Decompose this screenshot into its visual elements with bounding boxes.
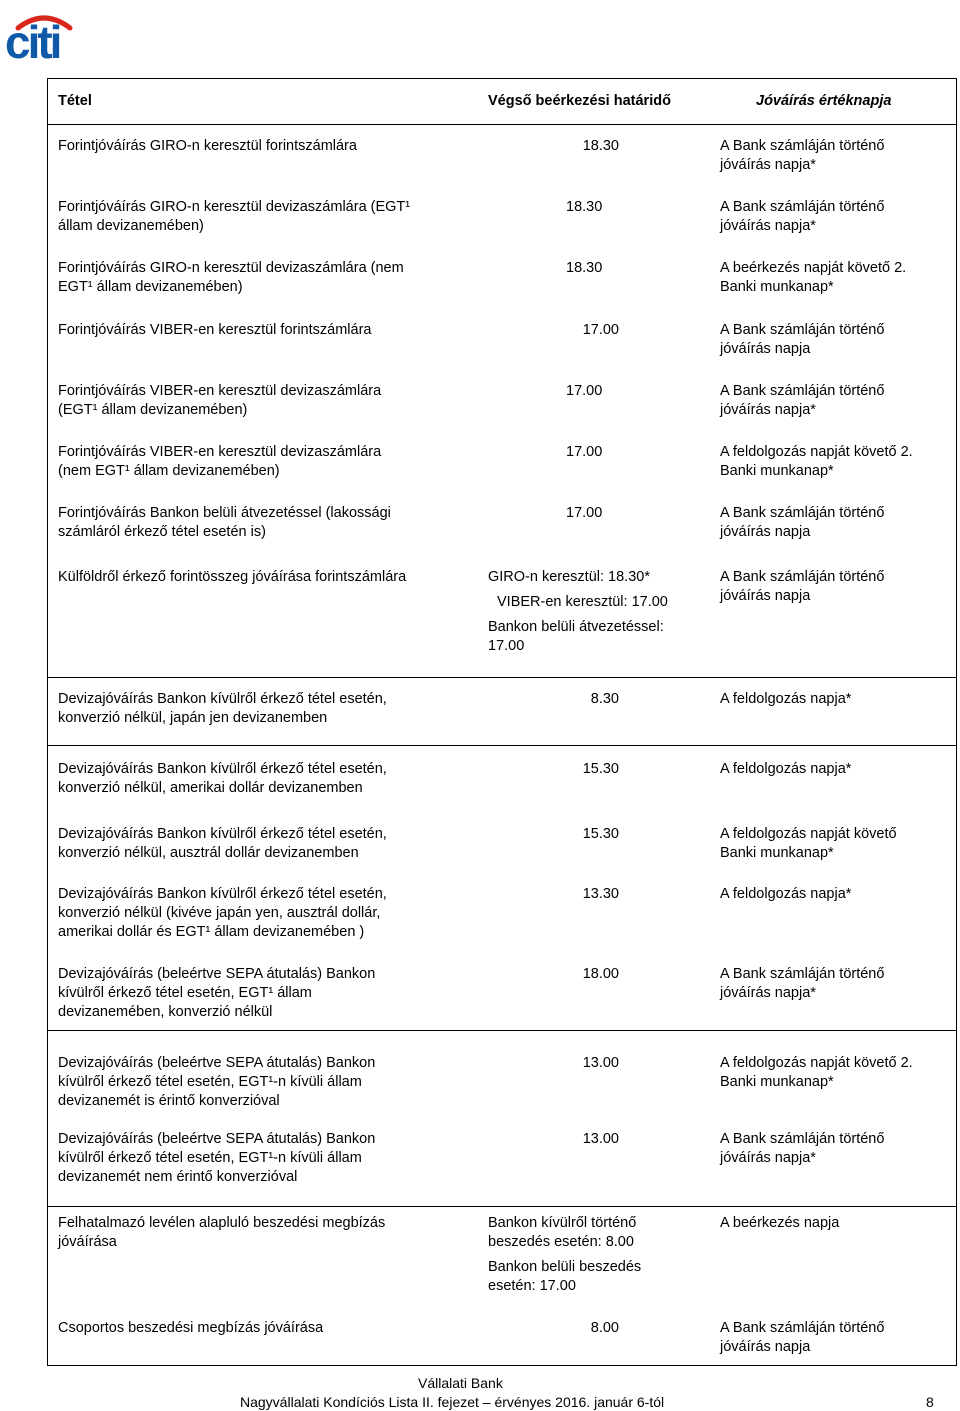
cell-item-line: Forintjóváírás GIRO-n keresztül devizaszámlára (EGT¹: [58, 199, 411, 215]
cell-item: [58, 504, 478, 542]
row-divider: [48, 677, 956, 678]
cell-item: [58, 443, 478, 481]
cell-item: [58, 321, 478, 340]
cell-deadline-line: 17.00: [566, 383, 603, 399]
cell-deadline-line: Bankon kívülről történő: [488, 1215, 637, 1231]
row-divider: [48, 1030, 956, 1031]
footer-document-title: Nagyvállalati Kondíciós Lista II. fejezet – érvényes 2016. január 6-tól: [240, 1394, 665, 1410]
svg-text:citi: citi: [5, 16, 60, 64]
row-divider: [48, 1206, 956, 1207]
cell-item-line: EGT¹ állam devizanemében): [58, 279, 243, 295]
citi-logo: [4, 6, 84, 64]
cell-item-line: Devizajóváírás (beleértve SEPA átutalás) Bankon: [58, 966, 376, 982]
cell-deadline-line: 13.30: [582, 886, 619, 902]
cell-item-line: konverzió nélkül, japán jen devizanemben: [58, 710, 328, 726]
cell-item-line: kívülről érkező tétel esetén, EGT¹-n kívüli állam: [58, 1150, 362, 1166]
cell-value-date-line: A feldolgozás napja*: [720, 691, 852, 707]
cell-deadline-line: 15.30: [582, 826, 619, 842]
cell-deadline-line: 18.30: [582, 138, 619, 154]
header-deadline: Végső beérkezési határidő: [488, 93, 671, 109]
cell-value-date-line: A feldolgozás napját követő: [720, 826, 897, 842]
cell-deadline: [488, 321, 619, 340]
cell-deadline-line: Bankon belüli beszedés: [488, 1259, 642, 1275]
cell-deadline: [488, 965, 619, 984]
cell-deadline: [488, 1130, 619, 1149]
cell-item-line: Devizajóváírás Bankon kívülről érkező tétel esetén,: [58, 886, 387, 902]
cell-item-line: Devizajóváírás Bankon kívülről érkező tétel esetén,: [58, 826, 387, 842]
cell-item-line: Devizajóváírás Bankon kívülről érkező tétel esetén,: [58, 761, 387, 777]
header-value-date: Jóváírás értéknapja: [756, 93, 892, 109]
cell-item: [58, 137, 478, 156]
cell-value-date: [720, 198, 956, 236]
cell-value-date-line: jóváírás napja*: [720, 985, 816, 1001]
cell-item: [58, 965, 478, 1022]
cell-item-line: konverzió nélkül (kivéve japán yen, ausztrál dollár,: [58, 905, 381, 921]
cell-value-date-line: A feldolgozás napját követő 2.: [720, 444, 913, 460]
cell-value-date-line: Banki munkanap*: [720, 463, 834, 479]
cell-value-date-line: A feldolgozás napját követő 2.: [720, 1055, 913, 1071]
cell-value-date: [720, 443, 956, 481]
cell-deadline-line: Bankon belüli átvezetéssel:: [488, 619, 664, 635]
cell-item-line: kívülről érkező tétel esetén, EGT¹-n kívüli állam: [58, 1074, 362, 1090]
cell-item-line: Forintjóváírás VIBER-en keresztül devizaszámlára: [58, 383, 382, 399]
cell-value-date: [720, 965, 956, 1003]
cell-item-line: Devizajóváírás (beleértve SEPA átutalás) Bankon: [58, 1055, 376, 1071]
cell-value-date: [720, 1214, 956, 1233]
cell-deadline-line: 17.00: [488, 638, 525, 654]
cell-item-line: Devizajóváírás (beleértve SEPA átutalás) Bankon: [58, 1131, 376, 1147]
cell-deadline: [488, 1319, 619, 1338]
cell-item-line: devizanemét nem érintő konverzióval: [58, 1169, 298, 1185]
cell-value-date: [720, 825, 956, 863]
cell-deadline: [488, 1054, 619, 1073]
cell-value-date: [720, 382, 956, 420]
cell-deadline-line: 13.00: [582, 1131, 619, 1147]
cell-deadline: [488, 825, 619, 844]
cell-deadline-line: 17.00: [582, 322, 619, 338]
cell-value-date-line: jóváírás napja*: [720, 157, 816, 173]
cell-item-line: állam devizanemében): [58, 218, 204, 234]
cell-item: [58, 760, 478, 798]
cell-value-date-line: A feldolgozás napja*: [720, 886, 852, 902]
cell-deadline: [488, 568, 718, 656]
cell-value-date-line: A Bank számláján történő: [720, 966, 885, 982]
cell-item-line: (nem EGT¹ állam devizanemében): [58, 463, 280, 479]
cell-item: [58, 1054, 478, 1111]
cell-deadline-line: 8.00: [590, 1320, 619, 1336]
cell-item-line: konverzió nélkül, ausztrál dollár devizanemben: [58, 845, 359, 861]
cell-value-date-line: A Bank számláján történő: [720, 383, 885, 399]
cell-value-date-line: A Bank számláján történő: [720, 505, 885, 521]
cell-deadline-line: 18.30: [566, 199, 603, 215]
cell-deadline: [488, 137, 619, 156]
cell-value-date-line: jóváírás napja*: [720, 402, 816, 418]
cell-value-date: [720, 1319, 956, 1357]
cell-deadline-line: beszedés esetén: 8.00: [488, 1234, 634, 1250]
cell-item-line: Forintjóváírás Bankon belüli átvezetéssel (lakossági: [58, 505, 391, 521]
cell-value-date: [720, 504, 956, 542]
cell-deadline-line: 13.00: [582, 1055, 619, 1071]
footer-division: Vállalati Bank: [418, 1375, 503, 1391]
cell-item-line: Felhatalmazó levélen alapluló beszedési megbízás: [58, 1215, 386, 1231]
cell-value-date-line: A Bank számláján történő: [720, 138, 885, 154]
cell-value-date: [720, 568, 956, 606]
cell-deadline-line: esetén: 17.00: [488, 1278, 576, 1294]
cell-item-line: devizanemét is érintő konverzióval: [58, 1093, 280, 1109]
cell-value-date-line: A beérkezés napját követő 2.: [720, 260, 907, 276]
cell-deadline-line: 8.30: [590, 691, 619, 707]
cell-value-date-line: Banki munkanap*: [720, 279, 834, 295]
cell-deadline-line: GIRO-n keresztül: 18.30*: [488, 569, 650, 585]
cell-item: [58, 259, 478, 297]
cell-deadline: [488, 1214, 718, 1296]
cell-value-date: [720, 259, 956, 297]
cell-item: [58, 382, 478, 420]
cell-item-line: (EGT¹ állam devizanemében): [58, 402, 248, 418]
cell-item-line: számláról érkező tétel esetén is): [58, 524, 266, 540]
page-number: 8: [926, 1394, 934, 1410]
cell-deadline-line: 15.30: [582, 761, 619, 777]
cell-value-date: [720, 1130, 956, 1168]
cell-deadline: [488, 690, 619, 709]
cell-value-date-line: A Bank számláján történő: [720, 569, 885, 585]
cell-value-date-line: A Bank számláján történő: [720, 1320, 885, 1336]
cell-item: [58, 568, 478, 587]
cell-value-date: [720, 137, 956, 175]
cell-item: [58, 1214, 478, 1252]
cell-item-line: devizanemében, konverzió nélkül: [58, 1004, 273, 1020]
cell-item: [58, 690, 478, 728]
cell-item: [58, 198, 478, 236]
cell-item-line: Csoportos beszedési megbízás jóváírása: [58, 1320, 324, 1336]
cell-value-date-line: A Bank számláján történő: [720, 1131, 885, 1147]
cell-item-line: konverzió nélkül, amerikai dollár devizanemben: [58, 780, 363, 796]
cell-value-date-line: Banki munkanap*: [720, 1074, 834, 1090]
cell-deadline-line: 17.00: [566, 444, 603, 460]
cell-item-line: Devizajóváírás Bankon kívülről érkező tétel esetén,: [58, 691, 387, 707]
cell-value-date-line: jóváírás napja: [720, 524, 811, 540]
header-item: Tétel: [58, 93, 92, 109]
cell-deadline-line: VIBER-en keresztül: 17.00: [497, 594, 668, 610]
cell-value-date-line: Banki munkanap*: [720, 845, 834, 861]
cell-item-line: Forintjóváírás GIRO-n keresztül forintszámlára: [58, 138, 357, 154]
conditions-table: [47, 78, 957, 1366]
cell-deadline: [488, 760, 619, 779]
cell-item-line: Külföldről érkező forintösszeg jóváírása forintszámlára: [58, 569, 407, 585]
cell-value-date: [720, 760, 956, 779]
cell-item-line: Forintjóváírás VIBER-en keresztül devizaszámlára: [58, 444, 382, 460]
cell-value-date-line: jóváírás napja: [720, 341, 811, 357]
cell-value-date-line: jóváírás napja*: [720, 218, 816, 234]
cell-value-date: [720, 321, 956, 359]
cell-item: [58, 1319, 478, 1338]
cell-item-line: kívülről érkező tétel esetén, EGT¹ állam: [58, 985, 312, 1001]
cell-item-line: jóváírása: [58, 1234, 117, 1250]
cell-value-date-line: jóváírás napja: [720, 588, 811, 604]
cell-value-date: [720, 690, 956, 709]
cell-item: [58, 825, 478, 863]
cell-value-date-line: A Bank számláján történő: [720, 199, 885, 215]
cell-value-date-line: jóváírás napja: [720, 1339, 811, 1355]
cell-value-date-line: A Bank számláján történő: [720, 322, 885, 338]
cell-value-date-line: A feldolgozás napja*: [720, 761, 852, 777]
cell-item: [58, 885, 478, 942]
cell-value-date-line: A beérkezés napja: [720, 1215, 840, 1231]
cell-deadline-line: 18.30: [566, 260, 603, 276]
cell-item-line: Forintjóváírás VIBER-en keresztül forintszámlára: [58, 322, 372, 338]
cell-value-date-line: jóváírás napja*: [720, 1150, 816, 1166]
cell-item-line: Forintjóváírás GIRO-n keresztül devizaszámlára (nem: [58, 260, 404, 276]
cell-deadline-line: 18.00: [582, 966, 619, 982]
cell-deadline-line: 17.00: [566, 505, 603, 521]
cell-deadline: [488, 885, 619, 904]
cell-item: [58, 1130, 478, 1187]
cell-value-date: [720, 885, 956, 904]
row-divider: [48, 745, 956, 746]
cell-value-date: [720, 1054, 956, 1092]
cell-item-line: amerikai dollár és EGT¹ állam devizanemében ): [58, 924, 365, 940]
